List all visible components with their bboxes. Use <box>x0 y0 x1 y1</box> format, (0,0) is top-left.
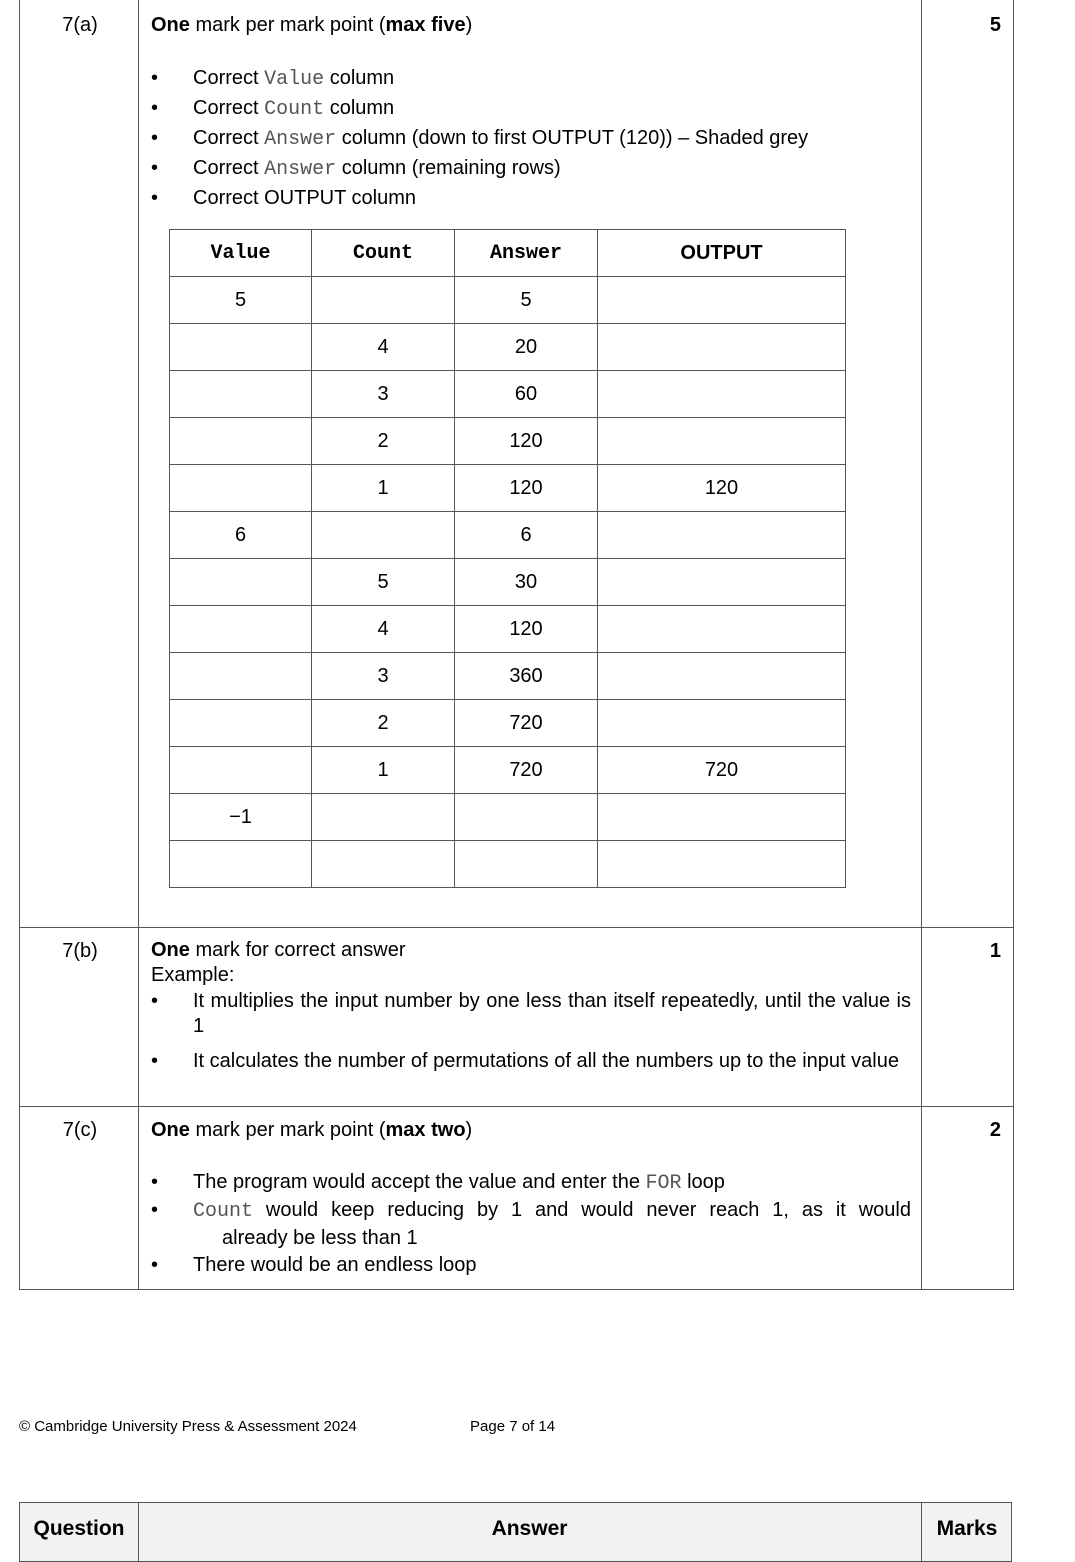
answer-text <box>151 938 911 1074</box>
question-number: 7(b) <box>62 940 98 962</box>
mark-instruction: One mark per mark point (max five) <box>151 14 473 36</box>
table-cell <box>312 277 455 324</box>
mark-points <box>151 989 911 1074</box>
mark-points <box>151 64 911 214</box>
copyright-footer: © Cambridge University Press & Assessment 2024 <box>19 1418 357 1435</box>
answer-text <box>151 11 911 214</box>
table-cell <box>598 512 846 559</box>
header-answer: Answer <box>491 1517 568 1540</box>
table-cell <box>170 606 312 653</box>
table-row <box>170 324 846 371</box>
marks-value: 5 <box>989 14 1001 36</box>
example-label: Example: <box>151 964 235 986</box>
table-cell <box>598 841 846 888</box>
table-cell <box>170 371 312 418</box>
mark-point: • Correct Value column <box>151 64 911 94</box>
mark-instruction: One mark for correct answer <box>151 939 406 961</box>
table-cell <box>598 653 846 700</box>
table-cell: 30 <box>455 559 598 606</box>
trace-header-value: Value <box>170 230 312 277</box>
mark-point: • Correct OUTPUT column <box>151 184 911 214</box>
table-cell: 3 <box>312 653 455 700</box>
header-question: Question <box>33 1517 125 1540</box>
table-cell <box>312 794 455 841</box>
table-row <box>170 418 846 465</box>
question-number: 7(c) <box>62 1119 98 1141</box>
row-7c <box>20 1107 1013 1290</box>
mark-instruction: One mark per mark point (max two) <box>151 1119 473 1141</box>
table-row <box>170 700 846 747</box>
table-cell: 120 <box>598 465 846 512</box>
question-number: 7(a) <box>62 14 98 36</box>
table-cell: 3 <box>312 371 455 418</box>
table-row <box>170 747 846 794</box>
table-cell <box>455 794 598 841</box>
table-cell <box>598 794 846 841</box>
table-cell <box>170 465 312 512</box>
table-cell <box>170 747 312 794</box>
table-cell: 4 <box>312 606 455 653</box>
table-row <box>170 559 846 606</box>
trace-header-count: Count <box>312 230 455 277</box>
table-cell: 5 <box>312 559 455 606</box>
table-cell <box>170 559 312 606</box>
table-row <box>170 277 846 324</box>
table-cell <box>170 841 312 888</box>
table-cell: 2 <box>312 418 455 465</box>
table-cell: 20 <box>455 324 598 371</box>
table-cell: 120 <box>455 418 598 465</box>
mark-point: • Count would keep reducing by 1 and would never reach 1, as it would already be less than 1 <box>151 1197 911 1252</box>
table-cell <box>312 512 455 559</box>
table-row <box>170 653 846 700</box>
table-cell: 6 <box>455 512 598 559</box>
table-cell: 6 <box>170 512 312 559</box>
mark-point: • Correct Count column <box>151 94 911 124</box>
table-row <box>170 512 846 559</box>
table-row <box>170 606 846 653</box>
mark-point: • It calculates the number of permutations of all the numbers up to the input value <box>151 1049 911 1074</box>
table-cell: 720 <box>455 700 598 747</box>
table-cell: 720 <box>455 747 598 794</box>
table-cell: −1 <box>170 794 312 841</box>
table-cell: 4 <box>312 324 455 371</box>
table-cell: 360 <box>455 653 598 700</box>
table-cell: 5 <box>170 277 312 324</box>
mark-scheme-table <box>19 0 1014 1290</box>
next-page-table-header <box>19 1502 1012 1562</box>
table-cell: 1 <box>312 465 455 512</box>
table-cell: 1 <box>312 747 455 794</box>
header-marks: Marks <box>936 1517 998 1540</box>
trace-header-output: OUTPUT <box>598 230 846 277</box>
page-number: Page 7 of 14 <box>470 1418 556 1435</box>
table-cell: 5 <box>455 277 598 324</box>
table-row <box>170 371 846 418</box>
table-cell <box>170 418 312 465</box>
answer-text <box>151 1117 911 1279</box>
trace-header-answer: Answer <box>455 230 598 277</box>
mark-point: • Correct Answer column (remaining rows) <box>151 154 911 184</box>
table-cell: 720 <box>598 747 846 794</box>
row-7a <box>20 0 1013 928</box>
row-7b <box>20 928 1013 1107</box>
mark-point: • It multiplies the input number by one less than itself repeatedly, until the value is 1 <box>151 989 911 1039</box>
table-cell <box>170 324 312 371</box>
table-cell <box>170 700 312 747</box>
table-cell <box>598 371 846 418</box>
table-cell <box>598 277 846 324</box>
marks-value: 2 <box>989 1119 1001 1141</box>
table-cell <box>170 653 312 700</box>
table-cell: 60 <box>455 371 598 418</box>
table-row <box>170 465 846 512</box>
mark-points <box>151 1169 911 1279</box>
table-cell <box>455 841 598 888</box>
table-row <box>170 841 846 888</box>
table-cell <box>598 324 846 371</box>
table-cell: 2 <box>312 700 455 747</box>
table-cell <box>598 559 846 606</box>
table-cell: 120 <box>455 606 598 653</box>
table-cell: 120 <box>455 465 598 512</box>
mark-point: • There would be an endless loop <box>151 1252 911 1279</box>
marks-value: 1 <box>989 940 1001 962</box>
table-row <box>170 794 846 841</box>
trace-table <box>169 229 846 888</box>
table-cell <box>598 700 846 747</box>
table-cell <box>598 606 846 653</box>
mark-point: • The program would accept the value and enter the FOR loop <box>151 1169 911 1197</box>
mark-point: • Correct Answer column (down to first OUTPUT (120)) – Shaded grey <box>151 124 911 154</box>
table-cell <box>312 841 455 888</box>
table-cell <box>598 418 846 465</box>
